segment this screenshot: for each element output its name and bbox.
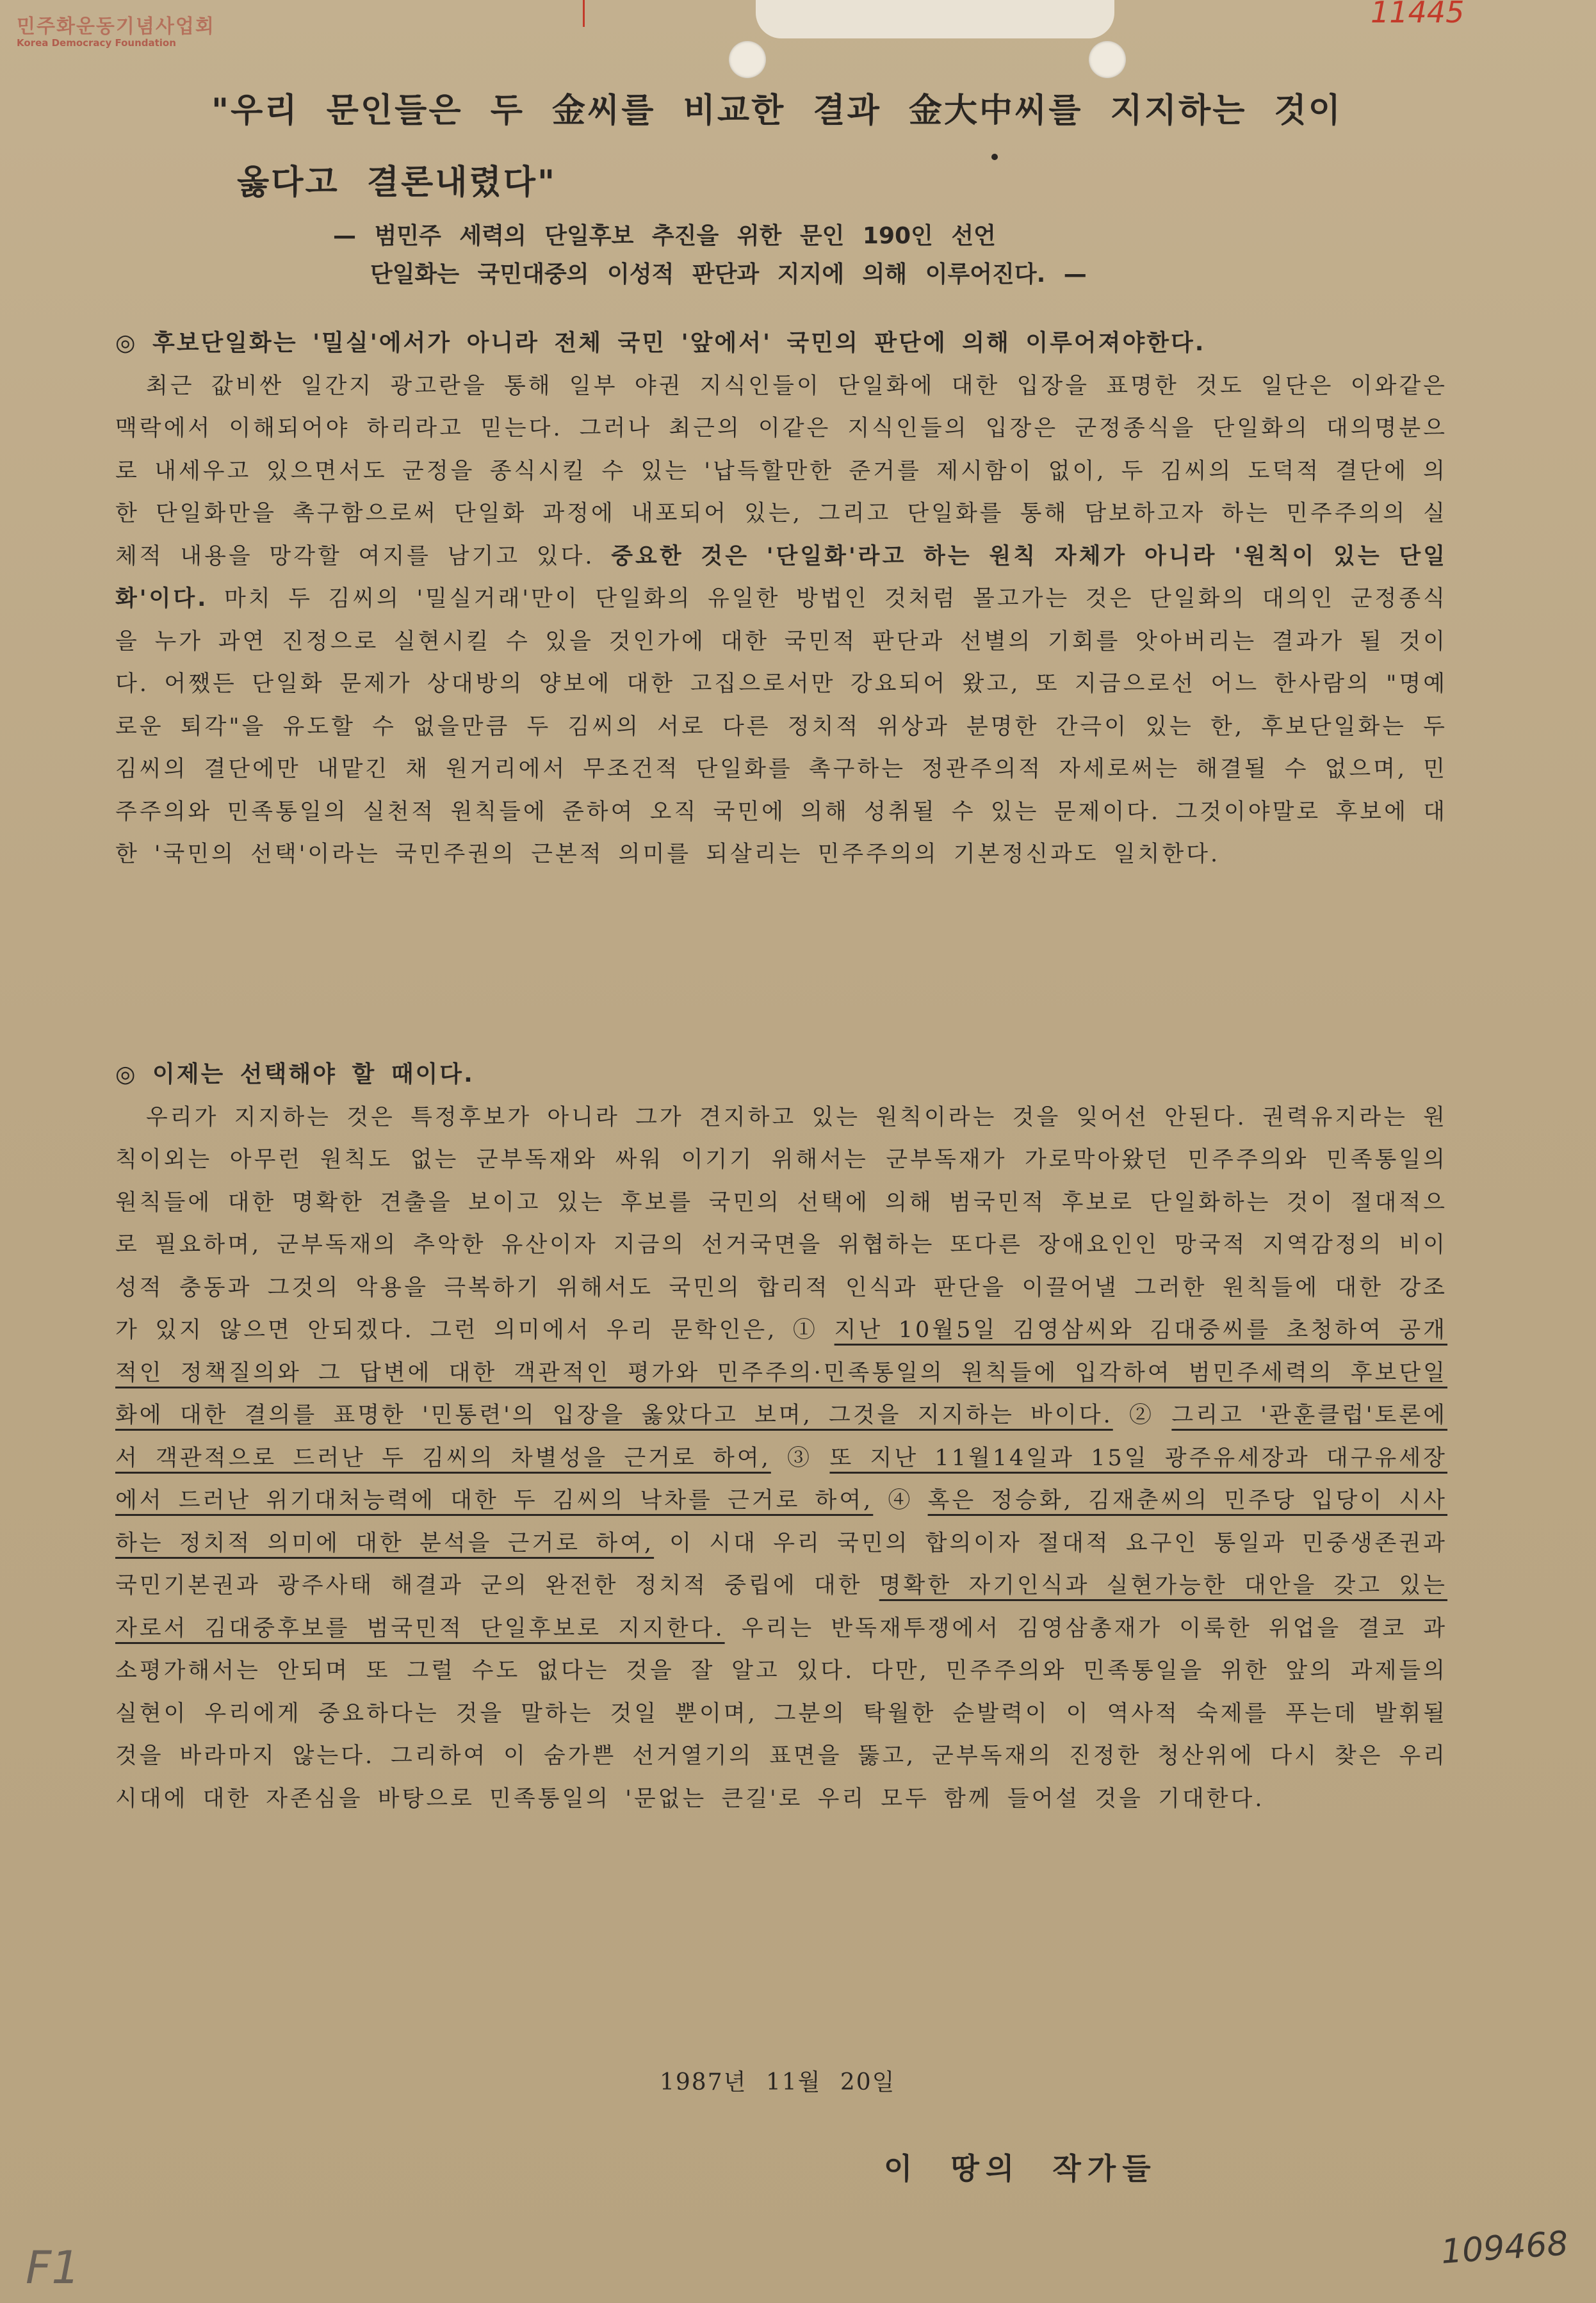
section-2-underlined-4: 혹은 정승화, 김재춘씨의 민주당 입당이 시사하는 정치적 의미에 대한 분석을 근거로 하여, — [115, 1488, 1447, 1556]
red-pencil-mark — [583, 0, 585, 27]
document-subtitle-line1: — 범민주 세력의 단일후보 추진을 위한 문인 190인 선언 — [333, 223, 996, 249]
section-1-text-a: 최근 값비싼 일간지 광고란을 통해 일부 야권 지식인들이 단일화에 대한 입장을 표명한 것도 일단은 이와같은 맥락에서 이해되어야 하리라고 믿는다. 그러나 최근의 이같은 지식인들의 입장은 군정종식을 단일화의 대의명분으로 내세우고 있으면서도 군정을 종식시킬 수 있는 '납득할만한 준거를 제시함이 없이, 두 김씨의 도덕적 결단에 의한 단일화만을 촉구함으로써 단일화 과정에 내포되어 있는, 그리고 단일화를 통해 담보하고자 하는 민주주의의 실체적 내용을 망각할 여지를 남기고 있다. — [115, 373, 1447, 569]
section-2-marker-4: ④ — [873, 1488, 928, 1513]
section-2-underlined-1: 지난 10월5일 김영삼씨와 김대중씨를 초청하여 공개적인 정책질의와 그 답변에 대한 객관적인 평가와 민주주의·민족통일의 원칙들에 입각하여 범민주세력의 후보단일화에 대한 결의를 표명한 '민통련'의 입장을 옳았다고 보며, 그것을 지지하는 바이다. — [115, 1317, 1447, 1428]
document-title-line1: "우리 문인들은 두 金씨를 비교한 결과 金大中씨를 지지하는 것이 — [211, 92, 1343, 130]
handwritten-archive-number: 11445 — [1371, 0, 1465, 29]
section-2-marker-3: ③ — [770, 1445, 830, 1471]
document-subtitle-line2: 단일화는 국민대중의 이성적 판단과 지지에 의해 이루어진다. — — [370, 261, 1087, 288]
document-date: 1987년 11월 20일 — [660, 2069, 896, 2095]
section-2-paragraph — [115, 1096, 1447, 1821]
section-1-paragraph — [115, 365, 1447, 876]
section-2-text-b: 이 시대 우리 국민의 합의이자 절대적 요구인 통일과 민중생존권과 국민기본권과 광주사태 해결과 군의 완전한 정치적 중립에 대한 — [115, 1530, 1447, 1599]
binder-hole-right — [1089, 41, 1126, 78]
archive-stamp — [17, 10, 228, 49]
document-title-line2: 옳다고 결론내렸다" — [237, 163, 557, 202]
section-2-heading: ◎ 이제는 선택해야 할 때이다. — [115, 1061, 475, 1087]
handwritten-folder-code: F1 — [26, 2242, 80, 2294]
stamp-title: 민주화운동기념사업회 — [17, 15, 215, 38]
top-paper-tear — [756, 0, 1114, 38]
section-1-text-c: 마치 두 김씨의 '밀실거래'만이 단일화의 유일한 방법인 것처럼 몰고가는 것은 단일화의 대의인 군정종식을 누가 과연 진정으로 실현시킬 수 있을 것인가에 대한 국민적 판단과 선별의 기회를 앗아버리는 결과가 될 것이다. 어쨌든 단일화 문제가 상대방의 양보에 대한 고집으로서만 강요되어 왔고, 또 지금으로선 어느 한사람의 "명예로운 퇴각"을 유도할 수 없을만큼 두 김씨의 서로 다른 정치적 위상과 분명한 간극이 있는 한, 후보단일화는 두 김씨의 결단에만 내맡긴 채 원거리에서 무조건적 단일화를 촉구하는 정관주의적 자세로써는 해결될 수 없으며, 민주주의와 민족통일의 실천적 원칙들에 준하여 오직 국민에 의해 성취될 수 있는 문제이다. 그것이야말로 후보에 대한 '국민의 선택'이라는 국민주권의 근본적 의미를 되살리는 민주주의의 기본정신과도 일치한다. — [115, 586, 1447, 867]
section-2-text-c: 우리는 반독재투쟁에서 김영삼총재가 이룩한 위업을 결코 과소평가해서는 안되며 또 그럴 수도 없다는 것을 잘 알고 있다. 다만, 민주주의와 민족통일을 위한 앞의 과제들의 실현이 우리에게 중요하다는 것을 말하는 것일 뿐이며, 그분의 탁월한 순발력이 이 역사적 숙제를 푸는데 발휘될 것을 바라마지 않는다. 그리하여 이 숨가쁜 선거열기의 표면을 뚫고, 군부독재의 진정한 청산위에 다시 찾은 우리 시대에 대한 자존심을 바탕으로 민족통일의 '문없는 큰길'로 우리 모두 함께 들어설 것을 기대한다. — [115, 1615, 1447, 1812]
handwritten-document-number: 109468 — [1440, 2224, 1570, 2272]
section-2-underlined-5: 명확한 자기인식과 실현가능한 대안을 갖고 있는 자로서 김대중후보를 범국민적 단일후보로 지지한다. — [115, 1573, 1447, 1641]
section-1-emphasis: 중요한 것은 '단일화'라고 하는 원칙 자체가 아니라 '원칙이 있는 단일화'이다. — [115, 543, 1448, 612]
section-2-underlined-2: 그리고 '관훈클럽'토론에서 객관적으로 드러난 두 김씨의 차별성을 근거로 하여, — [115, 1403, 1447, 1471]
section-2 — [115, 1054, 1447, 2001]
section-2-text-a: 우리가 지지하는 것은 특정후보가 아니라 그가 견지하고 있는 원칙이라는 것을 잊어선 안된다. 권력유지라는 원칙이외는 아무런 원칙도 없는 군부독재와 싸워 이기기 위해서는 군부독재가 가로막아왔던 민주주의와 민족통일의 원칙들에 대한 명확한 견출을 보이고 있는 후보를 국민의 선택에 의해 범국민적 후보로 단일화하는 것이 절대적으로 필요하며, 군부독재의 추악한 유산이자 지금의 선거국면을 위협하는 또다른 장애요인인 망국적 지역감정의 비이성적 충동과 그것의 악용을 극복하기 위해서도 국민의 합리적 인식과 판단을 이끌어낼 그러한 원칙들에 대한 강조가 있지 않으면 안되겠다. 그런 의미에서 우리 문학인은, ① — [115, 1104, 1447, 1343]
section-1 — [115, 322, 1447, 1027]
section-1-heading: ◎ 후보단일화는 '밀실'에서가 아니라 전체 국민 '앞에서' 국민의 판단에 의해 이루어져야한다. — [115, 330, 1206, 356]
section-2-marker-2: ② — [1112, 1403, 1172, 1428]
binder-hole-left — [729, 41, 766, 78]
document-signature: 이 땅의 작가들 — [884, 2151, 1157, 2186]
section-2-underlined-3: 또 지난 11월14일과 15일 광주유세장과 대구유세장에서 드러난 위기대처능력에 대한 두 김씨의 낙차를 근거로 하여, — [115, 1445, 1447, 1513]
stamp-subtitle: Korea Democracy Foundation — [17, 37, 176, 49]
